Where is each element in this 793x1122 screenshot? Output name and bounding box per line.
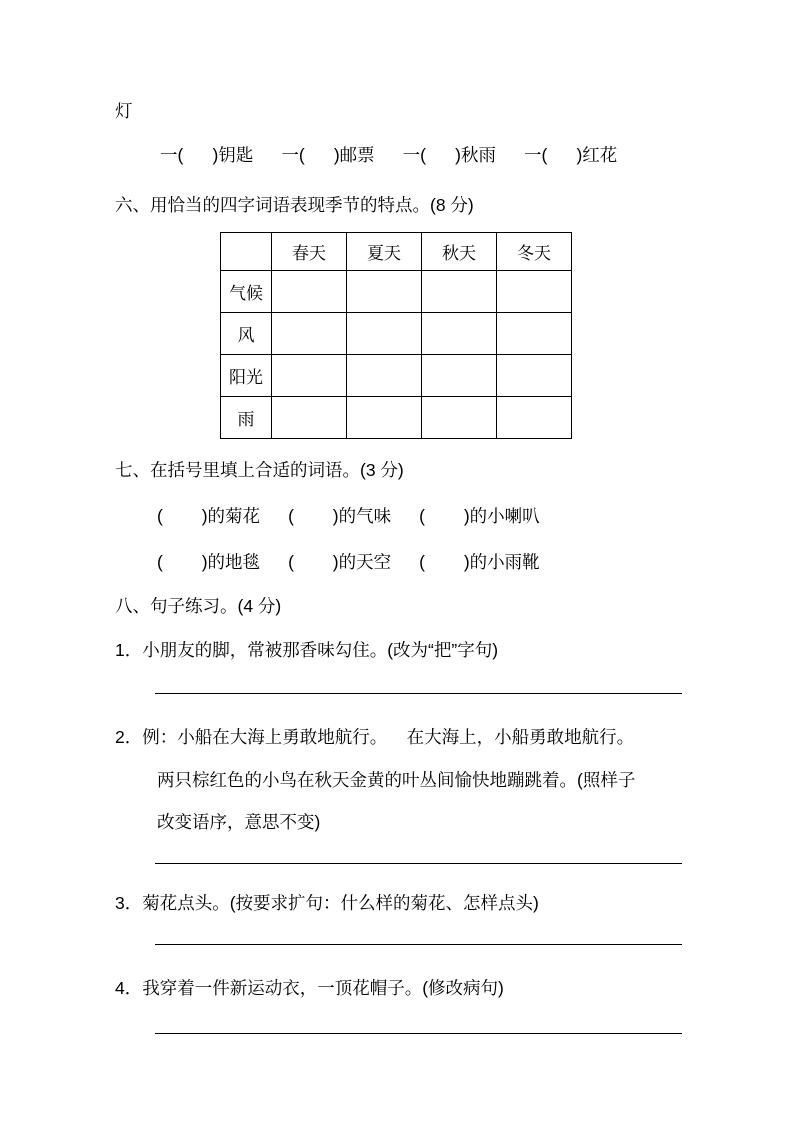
answer-cell (347, 313, 422, 355)
fill-blank-item: ( )的气味 (288, 506, 392, 526)
measure-word-item: 一( )钥匙 (160, 145, 254, 165)
answer-cell (272, 355, 347, 397)
answer-line (155, 863, 682, 864)
table-corner-cell (221, 233, 272, 271)
question-2-instruction: 改变语序，意思不变) (157, 812, 321, 832)
answer-cell (497, 271, 572, 313)
season-words-table (220, 232, 572, 439)
answer-cell (347, 355, 422, 397)
section8-title: 八、句子练习。(4 分) (115, 596, 282, 616)
fill-blank-item: ( )的天空 (288, 552, 392, 572)
answer-cell (347, 397, 422, 439)
answer-cell (422, 313, 497, 355)
fill-blank-row (157, 551, 685, 573)
table-row (221, 355, 572, 397)
answer-cell (272, 397, 347, 439)
answer-cell (497, 313, 572, 355)
answer-cell (347, 271, 422, 313)
answer-cell (422, 271, 497, 313)
measure-word-item: 一( )邮票 (281, 145, 375, 165)
answer-cell (272, 271, 347, 313)
answer-cell (422, 397, 497, 439)
measure-word-item: 一( )秋雨 (402, 145, 496, 165)
question-2-example: 2．例：小船在大海上勇敢地航行。 在大海上，小船勇敢地航行。 (115, 727, 635, 747)
residual-text: 灯 (115, 101, 133, 121)
measure-word-item: 一( )红花 (523, 145, 618, 165)
answer-cell (422, 355, 497, 397)
fill-blank-item: ( )的地毯 (157, 552, 261, 572)
question-3: 3．菊花点头。(按要求扩句：什么样的菊花、怎样点头) (115, 893, 539, 913)
table-row (221, 397, 572, 439)
question-1: 1．小朋友的脚，常被那香味勾住。(改为“把”字句) (115, 640, 499, 660)
column-header-autumn: 秋天 (422, 233, 497, 271)
column-header-summer: 夏天 (347, 233, 422, 271)
question-2-sentence: 两只棕红色的小鸟在秋天金黄的叶丛间愉快地蹦跳着。(照样子 (157, 770, 636, 790)
fill-blank-item: ( )的小雨靴 (419, 552, 540, 572)
measure-words-exercise-line (160, 144, 685, 166)
answer-cell (497, 397, 572, 439)
fill-blank-item: ( )的菊花 (157, 506, 261, 526)
answer-cell (497, 355, 572, 397)
table-row (221, 313, 572, 355)
answer-cell (272, 313, 347, 355)
table-row (221, 271, 572, 313)
answer-line (155, 944, 682, 945)
row-label-climate: 气候 (221, 271, 272, 313)
section7-title: 七、在括号里填上合适的词语。(3 分) (115, 460, 404, 480)
row-label-rain: 雨 (221, 397, 272, 439)
row-label-sunshine: 阳光 (221, 355, 272, 397)
table-header-row (221, 233, 572, 271)
section6-title: 六、用恰当的四字词语表现季节的特点。(8 分) (115, 195, 474, 215)
answer-line (155, 693, 682, 694)
question-4: 4．我穿着一件新运动衣，一顶花帽子。(修改病句) (115, 978, 504, 998)
column-header-spring: 春天 (272, 233, 347, 271)
column-header-winter: 冬天 (497, 233, 572, 271)
fill-blank-row (157, 505, 685, 527)
row-label-wind: 风 (221, 313, 272, 355)
fill-blank-item: ( )的小喇叭 (419, 506, 540, 526)
answer-line (155, 1033, 682, 1034)
